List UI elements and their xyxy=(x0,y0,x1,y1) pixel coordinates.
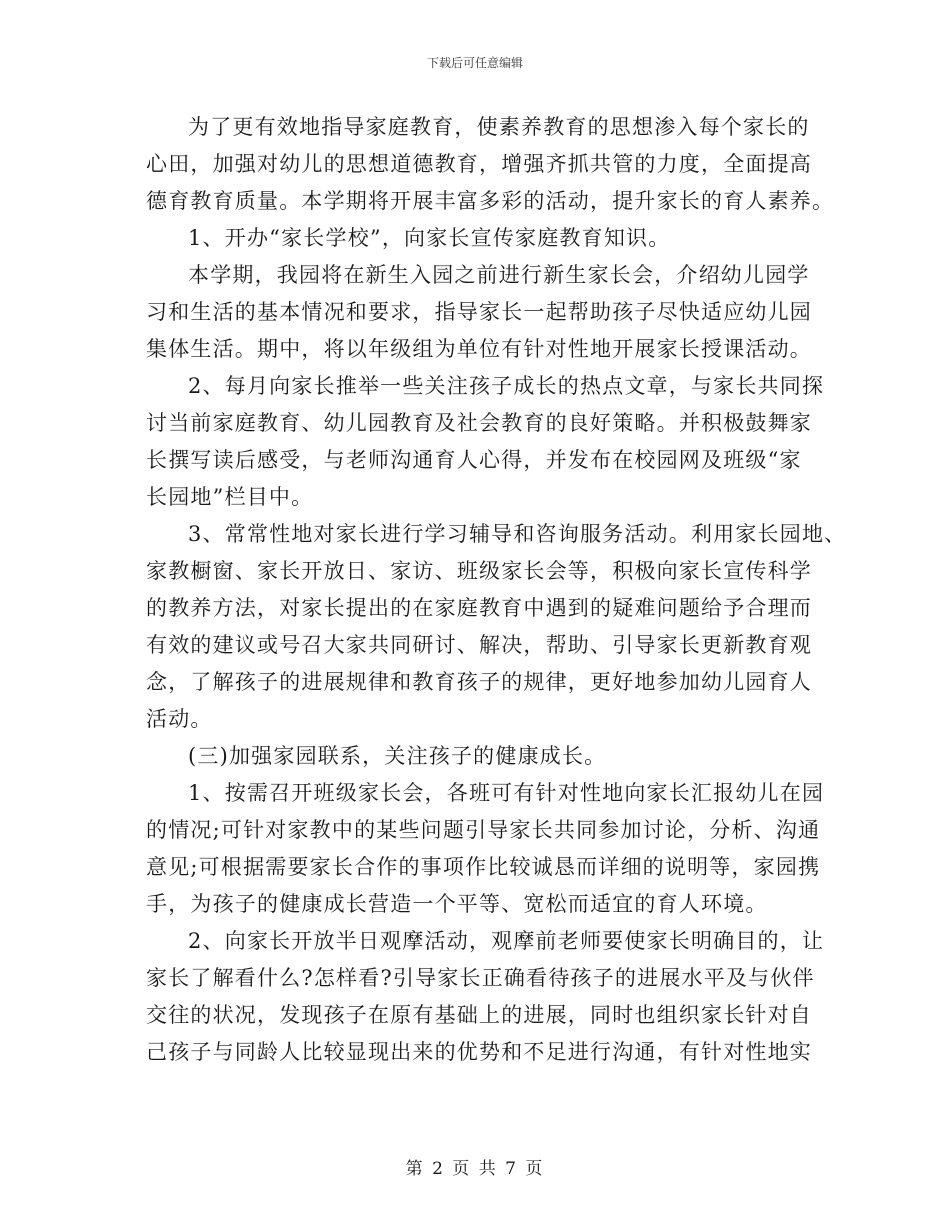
text-line: 2、每月向家长推举一些关注孩子成长的热点文章，与家长共同探 xyxy=(188,374,825,398)
page-header: 下载后可任意编辑 xyxy=(426,56,523,70)
text-line: 2、向家长开放半日观摩活动，观摩前老师要使家长明确目的，让 xyxy=(188,929,825,953)
text-line: 1、开办“家长学校”，向家长宣传家庭教育知识。 xyxy=(188,226,671,250)
text-line: 3、常常性地对家长进行学习辅导和咨询服务活动。利用家长园地、 xyxy=(188,522,847,546)
text-line: 交往的状况，发现孩子在原有基础上的进展，同时也组织家长针对自 xyxy=(146,1003,812,1027)
text-line: 本学期，我园将在新生入园之前进行新生家长会，介绍幼儿园学 xyxy=(188,263,810,287)
text-line: 手，为孩子的健康成长营造一个平等、宽松而适宜的育人环境。 xyxy=(146,892,768,916)
text-line: 长撰写读后感受，与老师沟通育人心得，并发布在校园网及班级“家 xyxy=(146,448,802,472)
text-line: 念，了解孩子的进展规律和教育孩子的规律，更好地参加幼儿园育人 xyxy=(146,670,812,694)
text-line: 家教橱窗、家长开放日、家访、班级家长会等，积极向家长宣传科学 xyxy=(146,559,812,583)
text-line: 讨当前家庭教育、幼儿园教育及社会教育的良好策略。并积极鼓舞家 xyxy=(146,411,812,435)
text-line: 1、按需召开班级家长会，各班可有针对性地向家长汇报幼儿在园 xyxy=(188,781,825,805)
text-line: 意见;可根据需要家长合作的事项作比较诚恳而详细的说明等，家园携 xyxy=(146,855,821,879)
text-line: 心田，加强对幼儿的思想道德教育，增强齐抓共管的力度，全面提高 xyxy=(146,152,812,176)
text-line: 习和生活的基本情况和要求，指导家长一起帮助孩子尽快适应幼儿园 xyxy=(146,300,812,324)
section-heading: (三)加强家园联系，关注孩子的健康成长。 xyxy=(188,744,607,768)
text-line: 为了更有效地指导家庭教育，使素养教育的思想渗入每个家长的 xyxy=(188,115,810,139)
text-line: 集体生活。期中，将以年级组为单位有针对性地开展家长授课活动。 xyxy=(146,337,812,361)
page-footer: 第 2 页 共 7 页 xyxy=(405,1159,545,1179)
text-line: 的教养方法，对家长提出的在家庭教育中遇到的疑难问题给予合理而 xyxy=(146,596,812,620)
text-line: 活动。 xyxy=(146,707,213,731)
text-line: 长园地”栏目中。 xyxy=(146,485,314,509)
text-line: 的情况;可针对家教中的某些问题引导家长共同参加讨论，分析、沟通 xyxy=(146,818,821,842)
text-line: 己孩子与同龄人比较显现出来的优势和不足进行沟通，有针对性地实 xyxy=(146,1040,812,1064)
text-line: 有效的建议或号召大家共同研讨、解决，帮助、引导家长更新教育观 xyxy=(146,633,812,657)
text-line: 家长了解看什么?怎样看?引导家长正确看待孩子的进展水平及与伙伴 xyxy=(146,966,815,990)
text-line: 德育教育质量。本学期将开展丰富多彩的活动，提升家长的育人素养。 xyxy=(146,189,835,213)
